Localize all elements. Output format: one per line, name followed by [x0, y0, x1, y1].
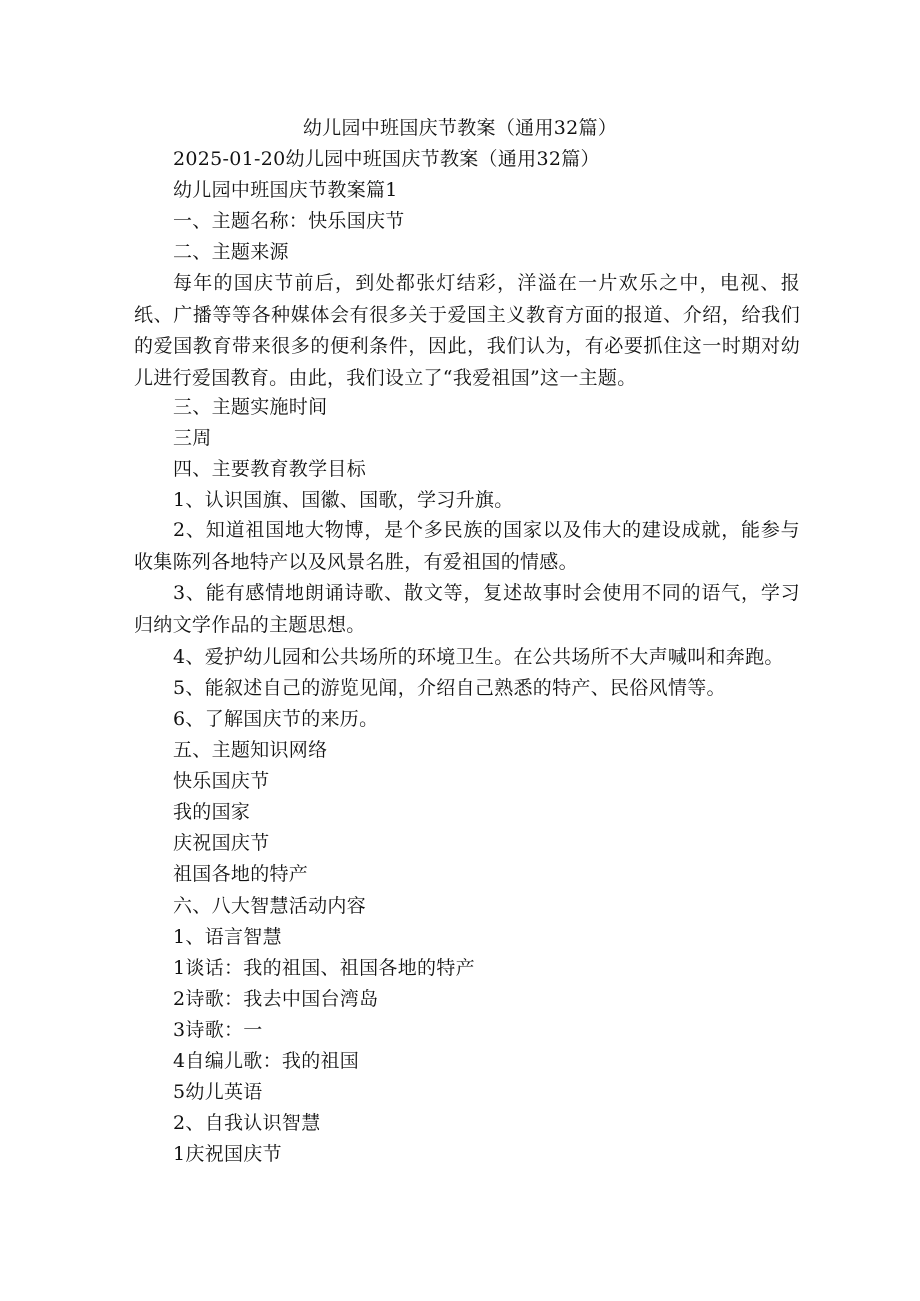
date-line: 2025-01-20幼儿园中班国庆节教案（通用32篇） — [173, 148, 600, 170]
activities-heading: 六、八大智慧活动内容 — [173, 895, 367, 917]
implementation-heading: 三、主题实施时间 — [173, 396, 328, 418]
section-heading: 幼儿园中班国庆节教案篇1 — [173, 179, 398, 201]
self-item: 1庆祝国庆节 — [173, 1143, 282, 1165]
goal-item: 2、知道祖国地大物博，是个多民族的国家以及伟大的建设成就，能参与收集陈列各地特产以及风景名胜，有爱祖国的情感。 — [134, 519, 800, 573]
implementation-value: 三周 — [173, 427, 212, 449]
network-item: 快乐国庆节 — [173, 770, 270, 792]
document-title: 幼儿园中班国庆节教案（通用32篇） — [302, 117, 618, 139]
goals-heading: 四、主要教育教学目标 — [173, 458, 367, 480]
network-item: 庆祝国庆节 — [173, 832, 270, 854]
network-heading: 五、主题知识网络 — [173, 739, 328, 761]
language-item: 3诗歌：一 — [173, 1019, 263, 1041]
goal-item: 4、爱护幼儿园和公共场所的环境卫生。在公共场所不大声喊叫和奔跑。 — [173, 646, 784, 668]
theme-source-paragraph: 每年的国庆节前后，到处都张灯结彩，洋溢在一片欢乐之中，电视、报纸、广播等等各种媒体会有很多关于爱国主义教育方面的报道、介绍，给我们的爱国教育带来很多的便利条件，因此，我们认为，有必要抓住这一时期对幼儿进行爱国教育。由此，我们设立了“我爱祖国”这一主题。 — [134, 272, 800, 389]
goal-item: 1、认识国旗、国徽、国歌，学习升旗。 — [173, 489, 514, 511]
goal-item: 3、能有感情地朗诵诗歌、散文等，复述故事时会使用不同的语气，学习归纳文学作品的主题思想。 — [134, 582, 800, 636]
network-item: 祖国各地的特产 — [173, 863, 309, 885]
goal-item: 6、了解国庆节的来历。 — [173, 708, 379, 730]
network-item: 我的国家 — [173, 801, 251, 823]
language-item: 5幼儿英语 — [173, 1081, 263, 1103]
language-item: 4自编儿歌：我的祖国 — [173, 1050, 360, 1072]
language-heading: 1、语言智慧 — [173, 926, 282, 948]
theme-name: 一、主题名称：快乐国庆节 — [173, 210, 405, 232]
theme-source-heading: 二、主题来源 — [173, 241, 289, 263]
language-item: 2诗歌：我去中国台湾岛 — [173, 988, 379, 1010]
goal-item: 5、能叙述自己的游览见闻，介绍自己熟悉的特产、民俗风情等。 — [173, 677, 726, 699]
language-item: 1谈话：我的祖国、祖国各地的特产 — [173, 957, 475, 979]
self-heading: 2、自我认识智慧 — [173, 1112, 321, 1134]
